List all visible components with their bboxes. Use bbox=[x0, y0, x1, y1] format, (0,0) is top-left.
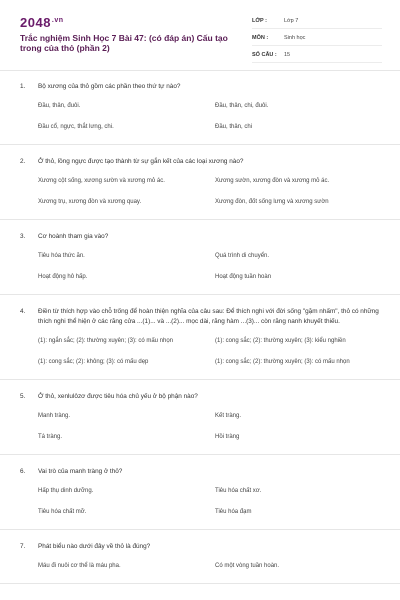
question-number: 2. bbox=[20, 158, 26, 165]
question-block bbox=[0, 530, 400, 584]
question-text bbox=[20, 76, 380, 92]
answer-option[interactable]: Tiêu hóa chất xơ. bbox=[215, 488, 262, 494]
answer-option[interactable]: (1): cong sắc; (2): không; (3): có mấu dẹp bbox=[38, 359, 149, 365]
question-text bbox=[20, 386, 380, 402]
question-list bbox=[0, 70, 400, 584]
answer-option[interactable]: Đầu cổ, ngực, thắt lưng, chi. bbox=[38, 124, 114, 130]
question-text bbox=[20, 536, 380, 552]
question-text bbox=[20, 461, 380, 477]
answer-option[interactable]: Hấp thụ dinh dưỡng. bbox=[38, 488, 94, 494]
answer-options bbox=[20, 552, 380, 583]
meta-row-count bbox=[252, 48, 382, 63]
answer-option[interactable]: Manh tràng. bbox=[38, 413, 71, 419]
site-logo[interactable] bbox=[20, 15, 64, 30]
question-number: 4. bbox=[20, 308, 26, 315]
answer-option[interactable]: Tiêu hóa đạm bbox=[215, 509, 252, 515]
question-block bbox=[0, 145, 400, 220]
answer-option[interactable]: Tá tràng. bbox=[38, 434, 63, 440]
answer-option[interactable]: Tiêu hóa chất mỡ. bbox=[38, 509, 87, 515]
question-number: 3. bbox=[20, 233, 26, 240]
answer-option[interactable]: Xương cột sống, xương sườn và xương mỏ ác. bbox=[38, 178, 165, 184]
question-block bbox=[0, 220, 400, 295]
meta-key: MÔN : bbox=[252, 35, 269, 41]
meta-key: LỚP : bbox=[252, 18, 267, 24]
answer-option[interactable]: Xương sườn, xương đòn và xương mỏ ác. bbox=[215, 178, 330, 184]
question-prompt: Điền từ thích hợp vào chỗ trống để hoàn thiện nghĩa của câu sau: Để thích nghi với đời sống "gặm nhấm", thỏ có những thích nghi thể hiện ở các răng cửa ...(1)... và ...(2)... mọc dài, răng hàm ...(3)... còn răng nanh khuyết thiếu. bbox=[38, 308, 379, 325]
answer-option[interactable]: Đầu, thân, chi bbox=[215, 124, 253, 130]
answer-option[interactable]: Có một vòng tuần hoàn. bbox=[215, 563, 280, 569]
answer-options bbox=[20, 477, 380, 529]
question-prompt: Vai trò của manh tràng ở thỏ? bbox=[38, 468, 123, 475]
answer-options bbox=[20, 327, 380, 379]
question-prompt: Ở thỏ, xenlulôzơ được tiêu hóa chủ yếu ở bộ phận nào? bbox=[38, 393, 198, 400]
answer-option[interactable]: Hoạt động hô hấp. bbox=[38, 274, 88, 280]
answer-option[interactable]: Quá trình di chuyển. bbox=[215, 253, 270, 259]
answer-option[interactable]: Tiêu hóa thức ăn. bbox=[38, 253, 85, 259]
meta-row-class bbox=[252, 14, 382, 29]
page-title: Trắc nghiệm Sinh Học 7 Bài 47: (có đáp án) Cấu tạo trong của thỏ (phần 2) bbox=[20, 33, 228, 53]
question-block bbox=[0, 70, 400, 145]
question-text bbox=[20, 226, 380, 242]
question-block bbox=[0, 295, 400, 380]
answer-option[interactable]: Kết tràng. bbox=[215, 413, 242, 419]
answer-options bbox=[20, 92, 380, 144]
question-number: 7. bbox=[20, 543, 26, 550]
answer-option[interactable]: Xương đòn, đốt sống lưng và xương sườn bbox=[215, 199, 329, 205]
question-block bbox=[0, 380, 400, 455]
question-block bbox=[0, 455, 400, 530]
question-prompt: Phát biểu nào dưới đây về thỏ là đúng? bbox=[38, 543, 151, 550]
answer-option[interactable]: (1): ngắn sắc; (2): thường xuyên; (3): có mấu nhọn bbox=[38, 338, 174, 344]
meta-value: Lớp 7 bbox=[284, 18, 299, 24]
meta-row-subject bbox=[252, 31, 382, 46]
question-number: 6. bbox=[20, 468, 26, 475]
meta-value: Sinh học bbox=[284, 35, 306, 41]
answer-options bbox=[20, 167, 380, 219]
answer-option[interactable]: (1): cong sắc; (2): thường xuyên; (3): có mấu nhọn bbox=[215, 359, 350, 365]
question-prompt: Cơ hoành tham gia vào? bbox=[38, 233, 109, 240]
answer-option[interactable]: Đầu, thân, chi, đuôi. bbox=[215, 103, 269, 109]
question-prompt: Bộ xương của thỏ gồm các phần theo thứ tự nào? bbox=[38, 83, 181, 90]
answer-options bbox=[20, 242, 380, 294]
answer-option[interactable]: Đầu, thân, đuôi. bbox=[38, 103, 81, 109]
logo-text: 2048 bbox=[20, 15, 51, 30]
question-number: 1. bbox=[20, 83, 26, 90]
question-text bbox=[20, 301, 380, 327]
answer-option[interactable]: (1): cong sắc; (2): thường xuyên; (3): kiểu nghiền bbox=[215, 338, 346, 344]
answer-option[interactable]: Máu đi nuôi cơ thể là máu pha. bbox=[38, 563, 121, 569]
question-prompt: Ở thỏ, lồng ngực được tạo thành từ sự gắn kết của các loại xương nào? bbox=[38, 158, 244, 165]
answer-option[interactable]: Hoạt động tuần hoàn bbox=[215, 274, 272, 280]
answer-options bbox=[20, 402, 380, 454]
question-text bbox=[20, 151, 380, 167]
meta-key: SỐ CÂU : bbox=[252, 52, 277, 58]
answer-option[interactable]: Hồi tràng bbox=[215, 434, 240, 440]
question-number: 5. bbox=[20, 393, 26, 400]
answer-option[interactable]: Xương trụ, xương đòn và xương quay. bbox=[38, 199, 142, 205]
logo-suffix: .vn bbox=[51, 16, 64, 24]
meta-value: 15 bbox=[284, 52, 291, 58]
page-header bbox=[0, 0, 400, 71]
quiz-meta bbox=[252, 14, 382, 65]
